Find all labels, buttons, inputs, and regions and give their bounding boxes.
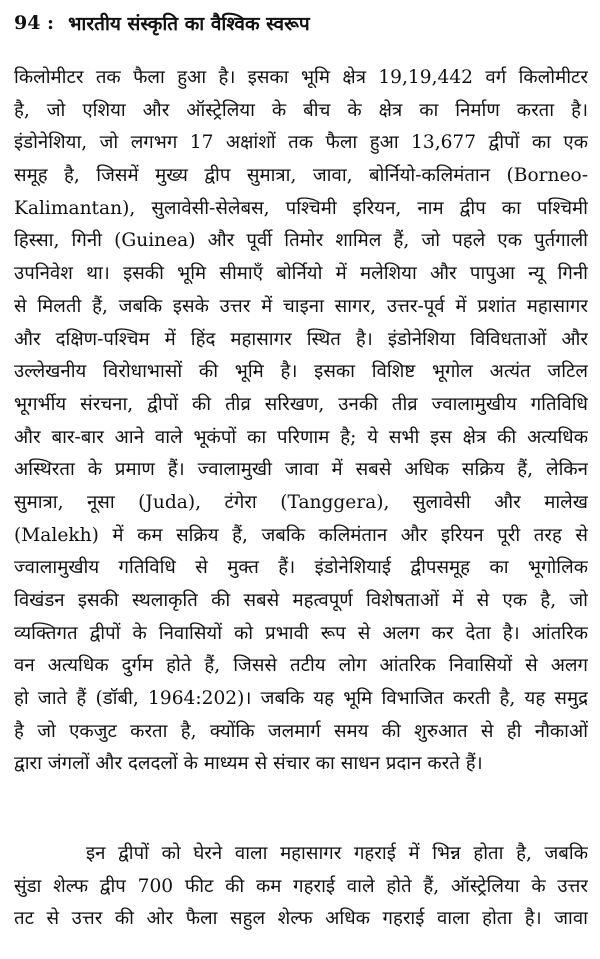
- text-line: है, जो एशिया और ऑस्ट्रेलिया के बीच के क्षेत्र का निर्माण करता है।: [14, 99, 588, 121]
- text-line: द्वारा जंगलों और दलदलों के माध्यम से संचार का साधन प्रदान करते हैं।: [14, 753, 483, 775]
- page-number: 94 :: [14, 12, 55, 34]
- text-line: है जो एकजुट करता है, क्योंकि जलमार्ग समय की शुरुआत से ही नौकाओं: [14, 720, 588, 742]
- text-line: Kalimantan), सुलावेसी-सेलेबस, पश्चिमी इरियन, नाम द्वीप का पश्चिमी: [14, 197, 588, 219]
- text-line: हिस्सा, गिनी (Guinea) और पूर्वी तिमोर शामिल हैं, जो पहले एक पुर्तगाली: [14, 230, 588, 252]
- text-line: और दक्षिण-पश्चिम में हिंद महासागर स्थित है। इंडोनेशिया विविधताओं और: [14, 328, 588, 350]
- text-line: उपनिवेश था। इसकी भूमि सीमाएँ बोर्नियो में मलेशिया और पापुआ न्यू गिनी: [14, 263, 588, 285]
- paragraph-2: [14, 838, 588, 936]
- text-line: और बार-बार आने वाले भूकंपों का परिणाम है; ये सभी इस क्षेत्र की अत्यधिक: [14, 426, 588, 448]
- text-line: तट से उत्तर की ओर फैला सहुल शेल्फ अधिक गहराई वाला होता है। जावा: [14, 908, 588, 930]
- text-line: उल्लेखनीय विरोधाभासों की भूमि है। इसका विशिष्ट भूगोल अत्यंत जटिल: [14, 361, 588, 383]
- text-line: इंडोनेशिया, जो लगभग 17 अक्षांशों तक फैला हुआ 13,677 द्वीपों का एक: [14, 132, 588, 154]
- page-header: [14, 6, 310, 40]
- text-line: सुमात्रा, नूसा (Juda), टंगेरा (Tanggera), सुलावेसी और मालेख: [14, 491, 588, 513]
- text-line: सुंडा शेल्फ द्वीप 700 फीट की कम गहराई वाले होते हैं, ऑस्ट्रेलिया के उत्तर: [14, 875, 588, 897]
- text-line: समूह है, जिसमें मुख्य द्वीप सुमात्रा, जावा, बोर्नियो-कलिमंतान (Borneo-: [14, 165, 588, 187]
- text-line: किलोमीटर तक फैला हुआ है। इसका भूमि क्षेत्र 19,19,442 वर्ग किलोमीटर: [14, 67, 588, 88]
- text-line: ज्वालामुखीय गतिविधि से मुक्त हैं। इंडोनेशियाई द्वीपसमूह का भूगोलिक: [14, 557, 588, 579]
- text-line: से मिलती हैं, जबकि इसके उत्तर में चाइना सागर, उत्तर-पूर्व में प्रशांत महासागर: [14, 295, 588, 317]
- text-line: हो जाते हैं (डॉबी, 1964:202)। जबकि यह भूमि विभाजित करती है, यह समुद्र: [14, 688, 588, 710]
- text-line: भूगर्भीय संरचना, द्वीपों की तीव्र सरिखण, उनकी तीव्र ज्वालामुखीय गतिविधि: [14, 393, 588, 415]
- text-line: (Malekh) में कम सक्रिय हैं, जबकि कलिमंतान और इरियन पूरी तरह से: [14, 524, 588, 546]
- text-line: विखंडन इसकी स्थलाकृति की सबसे महत्वपूर्ण विशेषताओं में से एक है, जो: [14, 590, 588, 611]
- paragraph-1: [14, 62, 588, 781]
- text-line: अस्थिरता के प्रमाण हैं। ज्वालामुखी जावा में सबसे अधिक सक्रिय हैं, लेकिन: [14, 459, 588, 481]
- running-title: भारतीय संस्कृति का वैश्विक स्वरूप: [68, 13, 310, 35]
- text-line: इन द्वीपों को घेरने वाला महासागर गहराई में भिन्न होता है, जबकि: [86, 843, 588, 864]
- text-line: वन अत्यधिक दुर्गम होते हैं, जिससे तटीय लोग आंतरिक निवासियों से अलग: [14, 655, 588, 677]
- text-line: व्यक्तिगत द्वीपों के निवासियों को प्रभावी रूप से अलग कर देता है। आंतरिक: [14, 622, 588, 644]
